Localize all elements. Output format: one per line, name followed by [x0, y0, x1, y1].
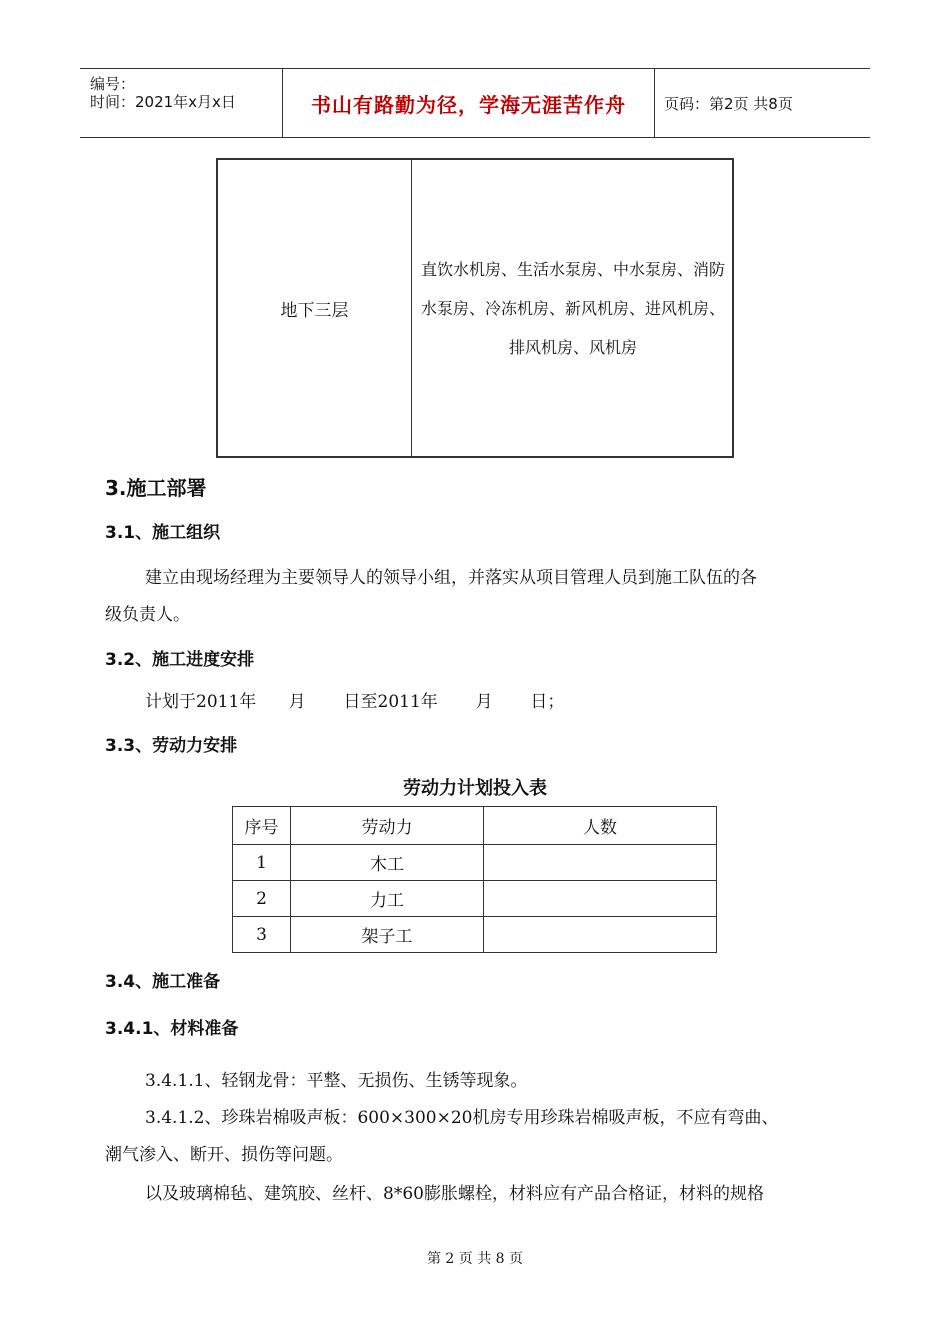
- paragraph-3-1-line1: 建立由现场经理为主要领导人的领导小组，并落实从项目管理人员到施工队伍的各: [145, 568, 757, 588]
- cell-count: [484, 881, 717, 917]
- cell-count: [484, 845, 717, 881]
- section-heading-3-3: 3.3、劳动力安排: [105, 736, 238, 756]
- header-cell-count: 人数: [484, 807, 717, 845]
- cell-labor: 架子工: [291, 917, 484, 953]
- cell-labor: 木工: [291, 845, 484, 881]
- table-row: [233, 917, 717, 953]
- paragraph-3-4-1-2-line1: 3.4.1.2、珍珠岩棉吸声板：600×300×20机房专用珍珠岩棉吸声板，不应有弯曲、: [145, 1108, 779, 1128]
- labor-plan-table: [232, 806, 717, 953]
- header-divider: [654, 69, 655, 137]
- rooms-cell: [412, 160, 734, 456]
- paragraph-3-2: 计划于2011年 月 日至2011年 月 日；: [145, 692, 565, 712]
- cell-count: [484, 917, 717, 953]
- section-heading-3-1: 3.1、施工组织: [105, 523, 221, 543]
- section-heading-3-4: 3.4、施工准备: [105, 972, 221, 992]
- floor-cell: 地下三层: [280, 300, 349, 321]
- cell-no: 2: [233, 881, 291, 917]
- section-heading-3-2: 3.2、施工进度安排: [105, 650, 255, 670]
- paragraph-3-1-line2: 级负责人。: [105, 605, 190, 625]
- section-heading-3-4-1: 3.4.1、材料准备: [105, 1019, 239, 1039]
- header-cell-labor: 劳动力: [291, 807, 484, 845]
- document-number-label: 编号：: [90, 75, 136, 93]
- table-row: [233, 845, 717, 881]
- header-page-info: 页码：第2页 共8页: [664, 94, 793, 113]
- cell-no: 1: [233, 845, 291, 881]
- paragraph-3-4-1-2-line2: 潮气渗入、断开、损伤等问题。: [105, 1145, 343, 1165]
- page-header: [80, 68, 870, 138]
- labor-table-caption: 劳动力计划投入表: [403, 778, 547, 799]
- floor-room-table: [216, 158, 734, 458]
- table-row: [233, 881, 717, 917]
- rooms-text: 直饮水机房、生活水泵房、中水泵房、消防水泵房、冷冻机房、新风机房、进风机房、排风机房、风机房: [420, 259, 725, 357]
- page-footer: 第 2 页 共 8 页: [426, 1251, 524, 1267]
- document-time-label: 时间：2021年x月x日: [90, 93, 236, 111]
- header-motto: 书山有路勤为径，学海无涯苦作舟: [311, 92, 626, 117]
- paragraph-3-4-1-1: 3.4.1.1、轻钢龙骨：平整、无损伤、生锈等现象。: [145, 1071, 528, 1091]
- paragraph-materials: 以及玻璃棉毡、建筑胶、丝杆、8*60膨胀螺栓，材料应有产品合格证，材料的规格: [145, 1184, 764, 1204]
- header-cell-no: 序号: [233, 807, 291, 845]
- section-heading-3: 3.施工部署: [105, 476, 207, 500]
- table-header-row: [233, 807, 717, 845]
- cell-no: 3: [233, 917, 291, 953]
- cell-labor: 力工: [291, 881, 484, 917]
